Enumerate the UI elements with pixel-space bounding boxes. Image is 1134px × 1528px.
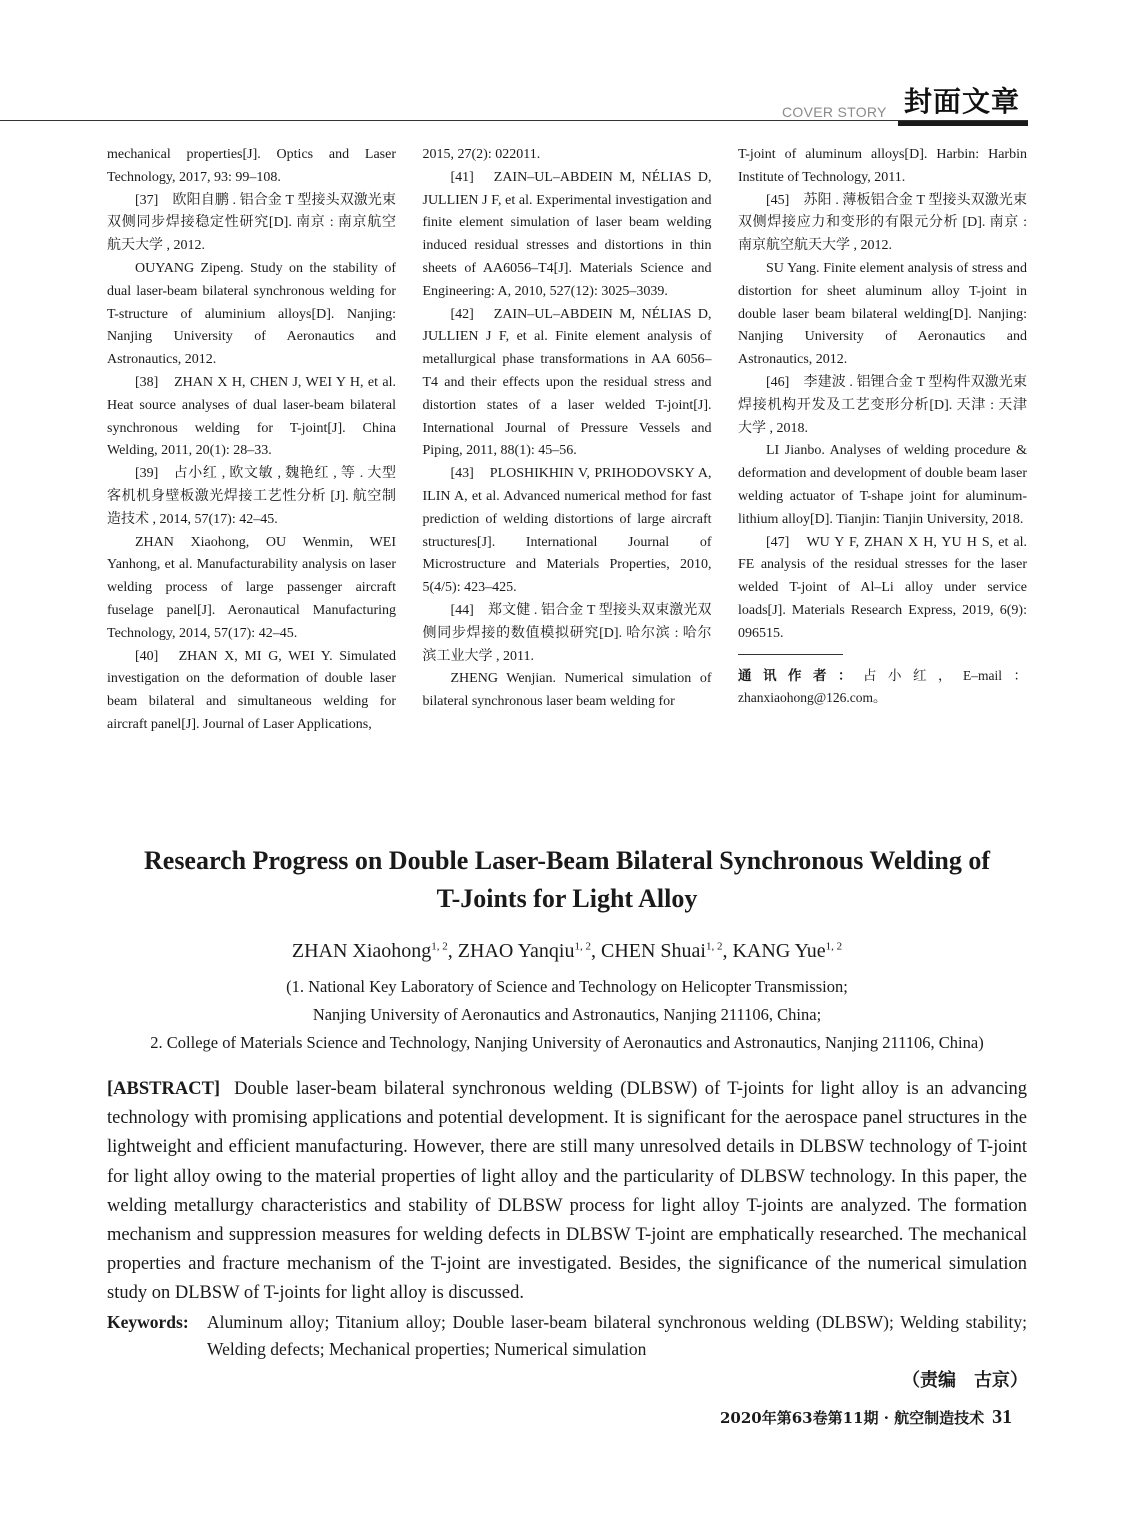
references-section	[107, 144, 1027, 737]
title-line-2: T-Joints for Light Alloy	[436, 884, 698, 913]
reference-entry: T-joint of aluminum alloys[D]. Harbin: Harbin Institute of Technology, 2011.	[738, 147, 1027, 185]
page-number: 31	[992, 1406, 1013, 1428]
keywords	[107, 1309, 1027, 1363]
affiliation-line: (1. National Key Laboratory of Science and Technology on Helicopter Transmission;	[286, 977, 848, 996]
author-affiliation-mark: 1, 2	[705, 940, 723, 953]
header-accent-bar	[898, 121, 1028, 126]
reference-entry: [45] 苏阳 . 薄板铝合金 T 型接头双激光束双侧焊接应力和变形的有限元分析 [D]. 南京 : 南京航空航天大学 , 2012.	[738, 192, 1027, 254]
abstract-label: [ABSTRACT]	[107, 1079, 221, 1099]
reference-entry: SU Yang. Finite element analysis of stress and distortion for sheet aluminum alloy T-joint in double laser beam bilateral welding[D]. Nanjing: Nanjing University of Aeronautics and Astronautics, 2012.	[738, 260, 1027, 368]
reference-entry: mechanical properties[J]. Optics and Laser Technology, 2017, 93: 99–108.	[107, 147, 396, 185]
reference-entry: [38] ZHAN X H, CHEN J, WEI Y H, et al. Heat source analyses of dual laser-beam bilateral synchronous welding for T-joint[J]. China Welding, 2011, 20(1): 28–33.	[107, 374, 396, 459]
author-name: ZHAO Yanqiu	[457, 940, 575, 962]
article-title	[100, 842, 1034, 918]
reference-entry: [44] 郑文健 . 铝合金 T 型接头双束激光双侧同步焊接的数值模拟研究[D]. 哈尔滨 : 哈尔滨工业大学 , 2011.	[422, 602, 712, 664]
journal-issue: 2020年第63卷第11期 · 航空制造技术	[720, 1409, 985, 1427]
keywords-label: Keywords:	[107, 1312, 189, 1332]
affiliations	[60, 973, 1074, 1057]
keywords-text: Aluminum alloy; Titanium alloy; Double laser-beam bilateral synchronous welding (DLBSW); Welding stability; Welding defects; Mechanical properties; Numerical simulation	[207, 1312, 1027, 1359]
author-affiliation-mark: 1, 2	[431, 940, 448, 953]
reference-column-1	[107, 144, 396, 737]
author-list	[100, 940, 1034, 963]
author-name: KANG Yue	[732, 940, 826, 962]
author-name: ZHAN Xiaohong	[291, 940, 432, 962]
reference-entry: ZHENG Wenjian. Numerical simulation of bilateral synchronous laser beam welding for	[422, 671, 712, 710]
header-rule	[0, 120, 1028, 121]
reference-entry: LI Jianbo. Analyses of welding procedure & deformation and development of double beam laser welding actuator of T-shape joint for aluminum-lithium alloy[D]. Tianjin: Tianjin University, 2018.	[738, 443, 1027, 527]
abstract-text: Double laser-beam bilateral synchronous welding (DLBSW) of T-joints for light alloy is an advancing technology with promising applications and potential development. It is significant for the aerospace panel structures in the lightweight and efficient manufacturing. However, there are still many unresolved details in DLBSW technology of T-joint for light alloy owing to the material properties of light alloy and the particularity of DLBSW technology. In this paper, the welding metallurgy characteristics and stability of DLBSW process for light alloy T-joints are analyzed. The formation mechanism and suppression measures for welding defects in DLBSW T-joint are emphatically researched. The mechanical properties and fracture mechanism of the T-joint are investigated. Besides, the significance of the numerical simulation study on DLBSW of T-joints for light alloy is discussed.	[107, 1079, 1027, 1304]
footnote-rule	[738, 654, 843, 655]
reference-entry: [41] ZAIN–UL–ABDEIN M, NÉLIAS D, JULLIEN J F, et al. Experimental investigation and finite element simulation of laser beam welding induced residual stresses and distortions in thin sheets of AA6056–T4[J]. Materials Science and Engineering: A, 2010, 527(12): 3025–3039.	[422, 169, 712, 299]
author-affiliation-mark: 1, 2	[825, 940, 843, 953]
reference-entry: ZHAN Xiaohong, OU Wenmin, WEI Yanhong, et al. Manufacturability analysis on laser welding process of large passenger aircraft fuselage panel[J]. Aeronautical Manufacturing Technology, 2014, 57(17): 42–45.	[107, 534, 396, 641]
author-affiliation-mark: 1, 2	[574, 940, 591, 953]
page-footer	[720, 1406, 1012, 1429]
reference-entry: [37] 欧阳自鹏 . 铝合金 T 型接头双激光束双侧同步焊接稳定性研究[D]. 南京 : 南京航空航天大学 , 2012.	[107, 192, 396, 254]
reference-column-3	[738, 144, 1027, 737]
affiliation-line: 2. College of Materials Science and Technology, Nanjing University of Aeronautics and Astronautics, Nanjing 211106, China)	[150, 1033, 984, 1052]
reference-entry: [46] 李建波 . 铝锂合金 T 型构件双激光束焊接机构开发及工艺变形分析[D]. 天津 : 天津大学 , 2018.	[738, 374, 1027, 436]
reference-entry: 2015, 27(2): 022011.	[422, 147, 541, 162]
editor-credit: （责编 古京）	[902, 1370, 1028, 1391]
section-label-en: COVER STORY	[782, 104, 887, 120]
correspondence-note: 通讯作者：占小红，E–mail：zhanxiaohong@126.com。	[738, 667, 1027, 706]
affiliation-line: Nanjing University of Aeronautics and Astronautics, Nanjing 211106, China;	[312, 1005, 822, 1024]
author-separator: ,	[447, 940, 458, 962]
reference-entry: OUYANG Zipeng. Study on the stability of dual laser-beam bilateral synchronous welding for T-structure of aluminium alloys[D]. Nanjing: Nanjing University of Aeronautics and Astronautics, 2012.	[107, 260, 396, 368]
reference-column-2	[423, 144, 712, 737]
reference-entry: [39] 占小红 , 欧文敏 , 魏艳红 , 等 . 大型客机机身壁板激光焊接工艺性分析 [J]. 航空制造技术 , 2014, 57(17): 42–45.	[107, 466, 396, 527]
author-name: CHEN Shuai	[600, 940, 706, 962]
title-line-1: Research Progress on Double Laser-Beam Bilateral Synchronous Welding of	[144, 846, 990, 875]
reference-entry: [42] ZAIN–UL–ABDEIN M, NÉLIAS D, JULLIEN J F, et al. Finite element analysis of metallurgical phase transformations in AA 6056–T4 and their effects upon the residual stress and distortion states of a laser welded T-joint[J]. International Journal of Pressure Vessels and Piping, 2011, 88(1): 45–56.	[422, 306, 712, 459]
reference-entry: [40] ZHAN X, MI G, WEI Y. Simulated investigation on the deformation of double laser beam bilateral and simultaneous welding for aircraft panel[J]. Journal of Laser Applications,	[107, 648, 396, 732]
abstract	[107, 1075, 1027, 1309]
author-separator: ,	[590, 940, 601, 962]
reference-entry: [47] WU Y F, ZHAN X H, YU H S, et al. FE analysis of the residual stresses for the laser welded T-joint of Al–Li alloy under service loads[J]. Materials Research Express, 2019, 6(9): 096515.	[738, 534, 1027, 641]
section-label-cn: 封面文章	[904, 85, 1021, 118]
author-separator: ,	[722, 940, 733, 962]
reference-entry: [43] PLOSHIKHIN V, PRIHODOVSKY A, ILIN A, et al. Advanced numerical method for fast prediction of welding distortions of large aircraft structures[J]. International Journal of Microstructure and Materials Properties, 2010, 5(4/5): 423–425.	[422, 466, 712, 596]
